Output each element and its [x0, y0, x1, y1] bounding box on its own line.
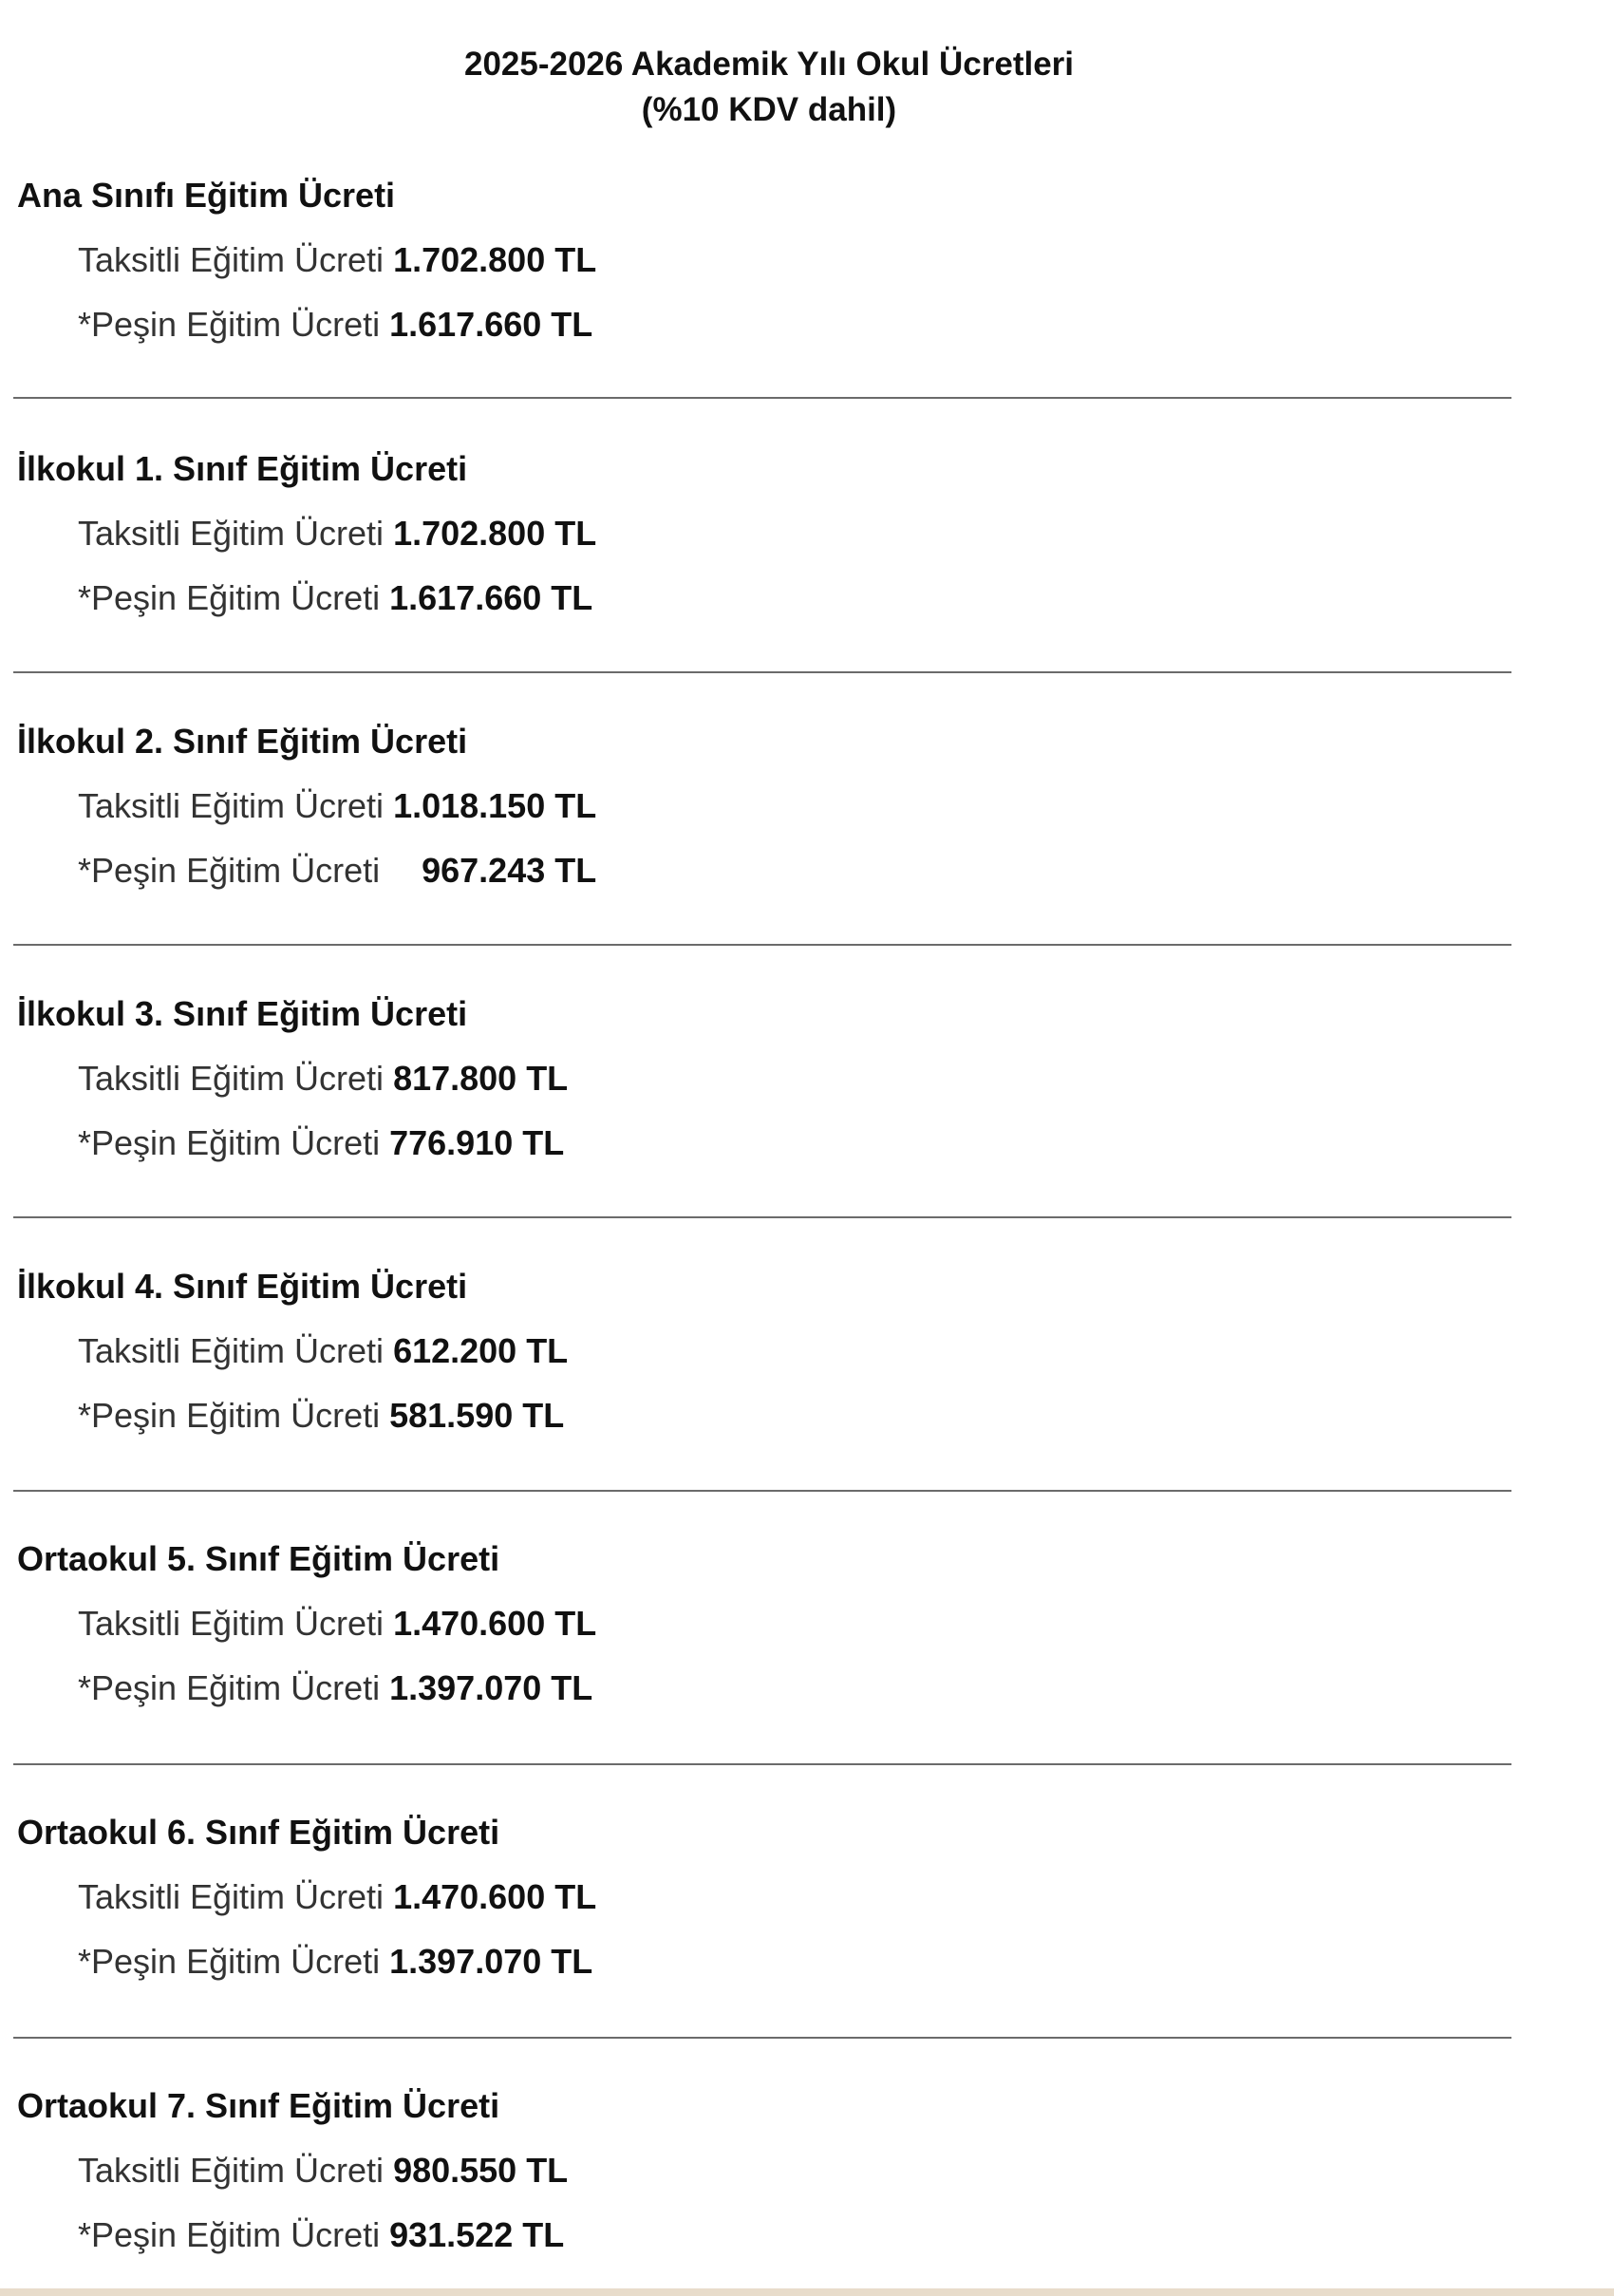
cash-fee-value: 1.397.070 TL — [389, 1942, 593, 1981]
installment-fee-row — [78, 1328, 568, 1374]
installment-fee-label: Taksitli Eğitim Ücreti — [78, 1604, 394, 1643]
section-divider — [13, 1763, 1511, 1765]
section-title: İlkokul 4. Sınıf Eğitim Ücreti — [17, 1267, 468, 1306]
cash-fee-value: 1.617.660 TL — [389, 305, 593, 344]
cash-fee-label: *Peşin Eğitim Ücreti — [78, 851, 390, 890]
cash-fee-row — [78, 1393, 564, 1439]
document-header — [0, 42, 1538, 133]
installment-fee-row — [78, 2148, 568, 2193]
installment-fee-row — [78, 1601, 596, 1647]
cash-fee-value: 931.522 TL — [389, 2215, 565, 2254]
cash-fee-row — [78, 1939, 592, 1985]
installment-fee-value: 817.800 TL — [393, 1059, 569, 1098]
cash-fee-label: *Peşin Eğitim Ücreti — [78, 1123, 390, 1162]
installment-fee-row — [78, 1874, 596, 1920]
cash-fee-label: *Peşin Eğitim Ücreti — [78, 2215, 390, 2254]
installment-fee-label: Taksitli Eğitim Ücreti — [78, 786, 394, 825]
section-title: Ortaokul 6. Sınıf Eğitim Ücreti — [17, 1813, 500, 1852]
installment-fee-label: Taksitli Eğitim Ücreti — [78, 1059, 394, 1098]
installment-fee-label: Taksitli Eğitim Ücreti — [78, 240, 394, 279]
document-title: 2025-2026 Akademik Yılı Okul Ücretleri — [463, 46, 1075, 83]
section-title: İlkokul 1. Sınıf Eğitim Ücreti — [17, 449, 468, 488]
installment-fee-value: 1.470.600 TL — [393, 1604, 597, 1643]
document-subtitle: (%10 KDV dahil) — [641, 91, 897, 128]
cash-fee-row — [78, 1666, 592, 1711]
installment-fee-value: 1.702.800 TL — [393, 514, 597, 553]
cash-fee-row — [78, 2212, 564, 2258]
cash-fee-label: *Peşin Eğitim Ücreti — [78, 1668, 390, 1707]
cash-fee-row — [78, 575, 592, 621]
section-title: Ana Sınıfı Eğitim Ücreti — [17, 176, 396, 215]
installment-fee-value: 1.470.600 TL — [393, 1877, 597, 1916]
installment-fee-row — [78, 783, 596, 829]
cash-fee-value: 967.243 TL — [422, 851, 597, 890]
installment-fee-value: 1.702.800 TL — [393, 240, 597, 279]
section-divider — [13, 671, 1511, 673]
installment-fee-label: Taksitli Eğitim Ücreti — [78, 514, 394, 553]
cash-fee-value: 581.590 TL — [389, 1396, 565, 1435]
section-divider — [13, 2037, 1511, 2039]
cash-fee-label: *Peşin Eğitim Ücreti — [78, 578, 390, 617]
section-title: İlkokul 2. Sınıf Eğitim Ücreti — [17, 722, 468, 761]
cash-fee-label: *Peşin Eğitim Ücreti — [78, 1396, 390, 1435]
installment-fee-label: Taksitli Eğitim Ücreti — [78, 2151, 394, 2190]
installment-fee-row — [78, 237, 596, 283]
installment-fee-row — [78, 1056, 568, 1101]
section-title: İlkokul 3. Sınıf Eğitim Ücreti — [17, 994, 468, 1033]
cash-fee-row — [78, 1120, 564, 1166]
installment-fee-label: Taksitli Eğitim Ücreti — [78, 1877, 394, 1916]
cash-fee-row — [78, 302, 592, 348]
section-title: Ortaokul 5. Sınıf Eğitim Ücreti — [17, 1539, 500, 1578]
installment-fee-label: Taksitli Eğitim Ücreti — [78, 1331, 394, 1370]
section-divider — [13, 397, 1511, 399]
section-divider — [13, 1216, 1511, 1218]
installment-fee-value: 980.550 TL — [393, 2151, 569, 2190]
installment-fee-row — [78, 511, 596, 556]
cash-fee-value: 1.397.070 TL — [389, 1668, 593, 1707]
cash-fee-value: 1.617.660 TL — [389, 578, 593, 617]
section-divider — [13, 1490, 1511, 1492]
cash-fee-label: *Peşin Eğitim Ücreti — [78, 305, 390, 344]
section-divider — [13, 944, 1511, 946]
section-title: Ortaokul 7. Sınıf Eğitim Ücreti — [17, 2086, 500, 2125]
cash-fee-row — [78, 848, 596, 894]
cash-fee-label: *Peşin Eğitim Ücreti — [78, 1942, 390, 1981]
installment-fee-value: 1.018.150 TL — [393, 786, 597, 825]
bottom-edge-strip — [0, 2288, 1614, 2296]
cash-fee-value: 776.910 TL — [389, 1123, 565, 1162]
installment-fee-value: 612.200 TL — [393, 1331, 569, 1370]
